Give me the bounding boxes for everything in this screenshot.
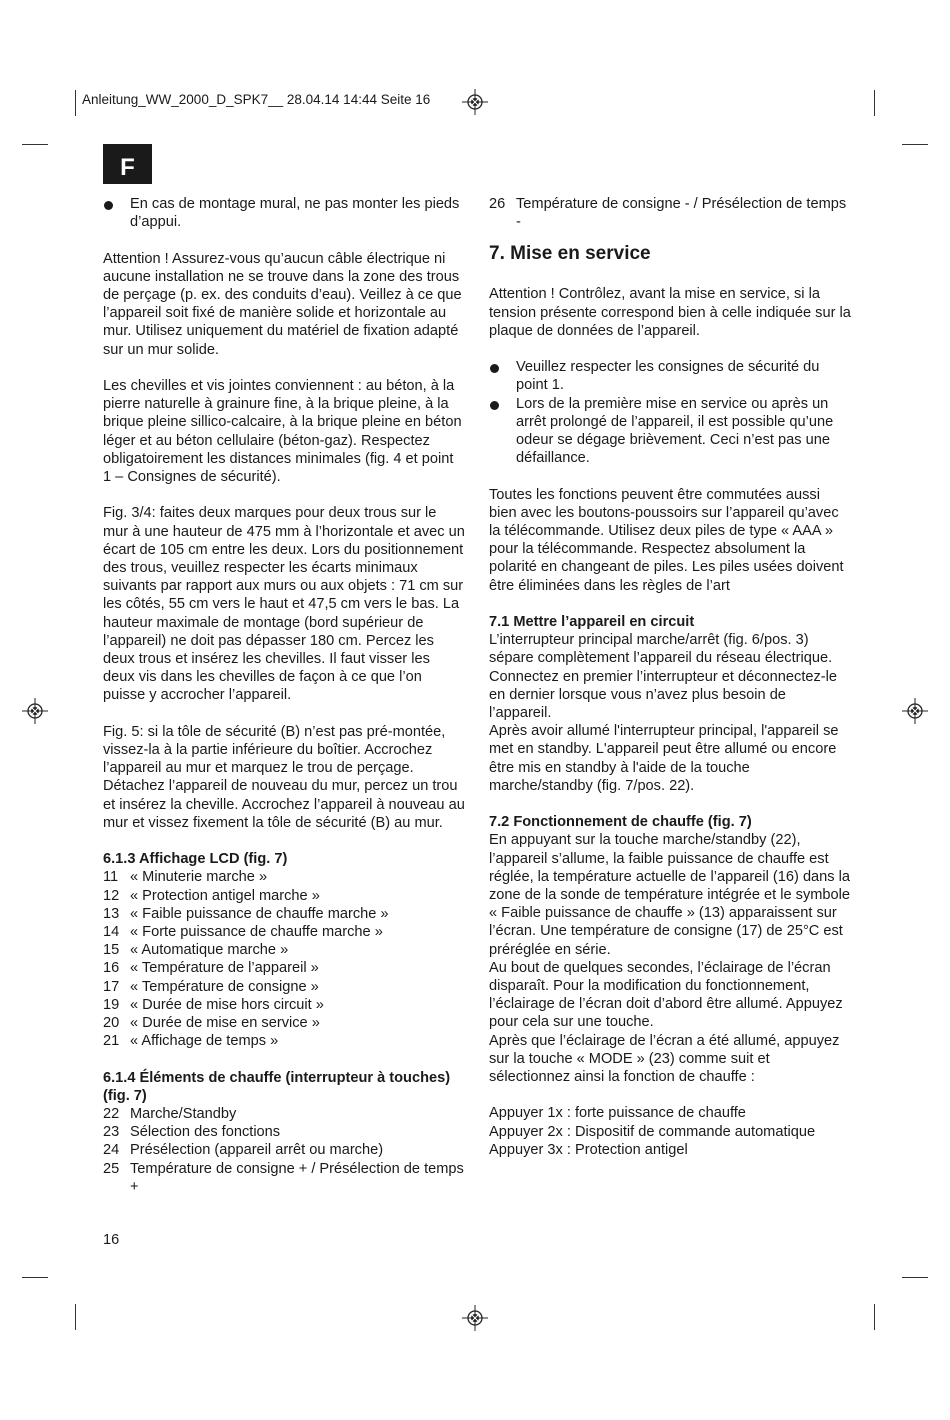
paragraph: Après que l’éclairage de l’écran a été allumé, appuyez sur la touche « MODE » (23) comme suit et sélectionnez ainsi la fonction de chauffe : [489, 1032, 840, 1086]
list-item: 12 « Protection antigel marche » [103, 887, 320, 904]
paragraph: Fig. 3/4: faites deux marques pour deux trous sur le mur à une hauteur de 475 mm à l’horizontale et avec un écart de 105 cm entre les deux. Lors du positionnement des trous, veuillez respecter les écarts minimaux suivants par rapport aux murs ou aux objets : 71 cm sur les côtés, 55 cm vers le haut et 47,5 cm vers le bas. La hauteur maximale de montage (bord supérieur de l’appareil) ne doit pas dépasser 180 cm. Percez les deux trous et insérez les chevilles. Il faut visser les deux vis dans les chevilles de façon à ce que l’on puisse y accrocher l’appareil. [103, 505, 465, 704]
elements-list [103, 1105, 465, 1196]
paragraph: Toutes les fonctions peuvent être commutées aussi bien avec les boutons-poussoirs sur l’appareil qu’avec la télécommande. Utilisez deux piles de type « AAA » pour la télécommande. Respectez absolument la polarité en changeant de piles. Les piles usées doivent être éliminées dans les règles de l’art [489, 486, 844, 594]
list-item: 22 Marche/Standby [103, 1106, 237, 1123]
crop-mark [902, 1277, 928, 1278]
registration-mark-icon [22, 698, 48, 724]
section-heading: 7. Mise en service [489, 243, 651, 265]
left-column [103, 195, 465, 1214]
list-item: 20 « Durée de mise en service » [103, 1015, 320, 1032]
registration-mark-icon [462, 1305, 488, 1331]
registration-mark-icon [462, 89, 488, 115]
press-option: Appuyer 2x : Dispositif de commande automatique [489, 1123, 816, 1140]
crop-mark [22, 1277, 48, 1278]
list-item: 26 Température de consigne - / Présélection de temps - [489, 196, 847, 231]
list-item: 24 Présélection (appareil arrêt ou marche) [103, 1142, 384, 1159]
list-item: 23 Sélection des fonctions [103, 1124, 281, 1141]
subsection-heading: 6.1.3 Affichage LCD (fig. 7) [103, 851, 288, 868]
list-item: 21 « Affichage de temps » [103, 1033, 279, 1050]
print-header: Anleitung_WW_2000_D_SPK7__ 28.04.14 14:44 Seite 16 [82, 92, 431, 107]
bullet-list [103, 195, 465, 231]
crop-mark [874, 1304, 875, 1330]
list-item: 16 « Température de l’appareil » [103, 960, 319, 977]
bullet-list [489, 358, 851, 467]
list-item: 15 « Automatique marche » [103, 942, 289, 959]
paragraph: L’interrupteur principal marche/arrêt (fig. 6/pos. 3) sépare complètement l’appareil du réseau électrique. Connectez en premier l’interrupteur et déconnectez-le en dernier lorsque vous n’avez plus besoin de l’appareil. [489, 632, 838, 722]
registration-mark-icon [902, 698, 928, 724]
crop-mark [22, 144, 48, 145]
subsection-heading: 7.1 Mettre l’appareil en circuit [489, 614, 695, 631]
list-item: 11 « Minuterie marche » [103, 869, 268, 886]
list-item: En cas de montage mural, ne pas monter les pieds d’appui. [103, 195, 465, 231]
paragraph: Au bout de quelques secondes, l’éclairage de l’écran disparaît. Pour la modification du fonctionnement, l’éclairage de l’écran doit d’abord être allumé. Appuyez pour cela sur une touche. [489, 959, 843, 1031]
paragraph: Attention ! Contrôlez, avant la mise en service, si la tension présente correspond bien à celle indiquée sur la plaque de données de l’appareil. [489, 286, 851, 339]
list-item: 17 « Température de consigne » [103, 978, 319, 995]
press-option: Appuyer 3x : Protection antigel [489, 1141, 688, 1158]
crop-mark [75, 1304, 76, 1330]
list-item: 14 « Forte puissance de chauffe marche » [103, 924, 383, 941]
list-item: Veuillez respecter les consignes de sécurité du point 1. [489, 358, 851, 394]
subsection-heading: 6.1.4 Éléments de chauffe (interrupteur à touches) (fig. 7) [103, 1069, 451, 1104]
lcd-list [103, 868, 465, 1050]
paragraph: Après avoir allumé l'interrupteur principal, l'appareil se met en standby. L'appareil peut être allumé ou encore être mis en standby à l'aide de la touche marche/standby (fig. 7/pos. 22). [489, 723, 839, 794]
paragraph: En appuyant sur la touche marche/standby (22), l’appareil s’allume, la faible puissance de chauffe est réglée, la température actuelle de l’appareil (16) dans la zone de la sonde de température intégrée et le symbole « Faible puissance de chauffe » (13) apparaissent sur l’écran. Une température de consigne (17) de 25°C est préréglée en série. [489, 832, 851, 958]
paragraph: Attention ! Assurez-vous qu’aucun câble électrique ni aucune installation ne se trouve dans la zone des trous de perçage (p. ex. des conduits d’eau). Veillez à ce que l’appareil soit fixé de manière solide et horizontale au mur. Utilisez uniquement du matériel de fixation adapté sur un mur solide. [103, 250, 462, 358]
list-item: Lors de la première mise en service ou après un arrêt prolongé de l’appareil, il est possible qu’une odeur se dégage brièvement. Ceci n’est pas une défaillance. [489, 395, 851, 468]
crop-mark [874, 90, 875, 116]
crop-mark [902, 144, 928, 145]
list-item: 19 « Durée de mise hors circuit » [103, 996, 324, 1013]
paragraph: Fig. 5: si la tôle de sécurité (B) n’est pas pré-montée, vissez-la à la partie inférieure du boîtier. Accrochez l’appareil au mur et marquez le trou de perçage. Détachez l’appareil de nouveau du mur, percez un trou et insérez la cheville. Accrochez l’appareil à nouveau au mur et vissez fixement la tôle de sécurité (B) au mur. [103, 723, 465, 831]
list-item: 25 Température de consigne + / Présélection de temps + [103, 1160, 464, 1195]
right-column [489, 195, 851, 1159]
subsection-heading: 7.2 Fonctionnement de chauffe (fig. 7) [489, 814, 752, 831]
crop-mark [75, 90, 76, 116]
paragraph: Les chevilles et vis jointes conviennent : au béton, à la pierre naturelle à grainure fine, à la brique pleine, à la brique pleine sillico-calcaire, à la brique pleine en béton léger et au béton cellulaire (béton-gaz). Respectez obligatoirement les distances minimales (fig. 4 et point 1 – Consignes de sécurité). [103, 378, 462, 486]
page-number: 16 [103, 1232, 120, 1248]
press-option: Appuyer 1x : forte puissance de chauffe [489, 1105, 746, 1122]
language-badge: F [103, 144, 152, 184]
elements-list-continued [489, 195, 851, 231]
list-item: 13 « Faible puissance de chauffe marche » [103, 905, 389, 922]
